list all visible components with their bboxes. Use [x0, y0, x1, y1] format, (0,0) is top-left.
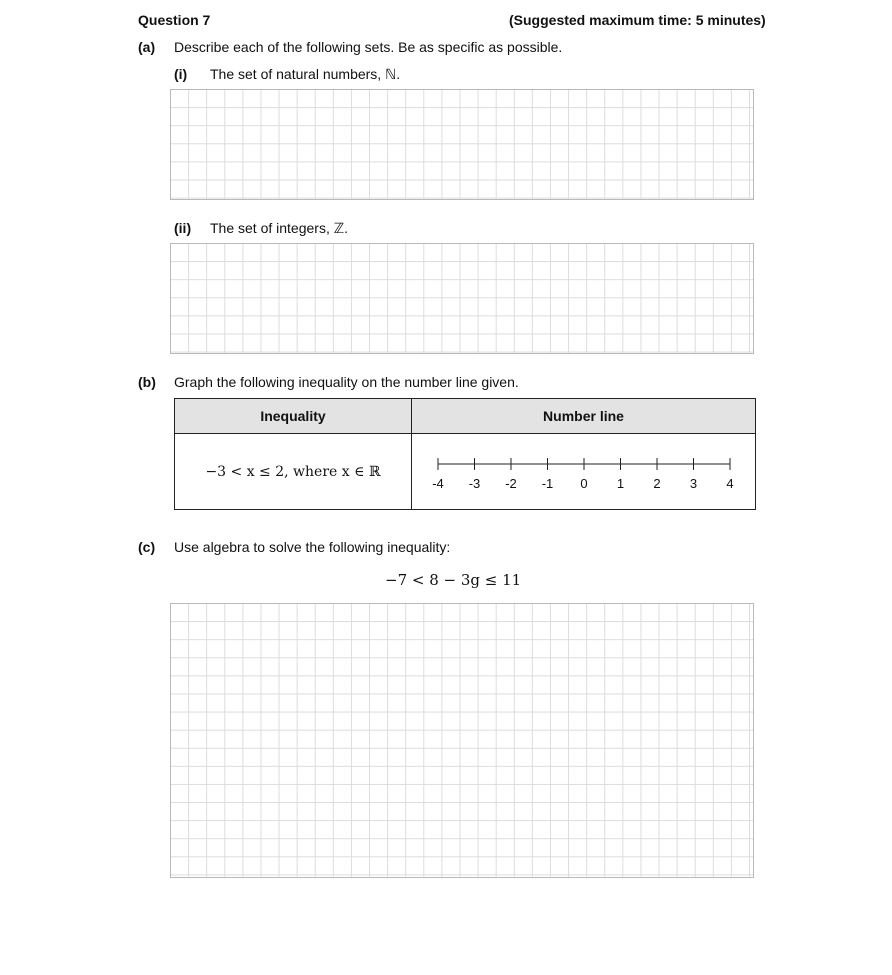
part-a-i-text: The set of natural numbers, ℕ.: [210, 66, 401, 82]
inequality-header: Inequality: [175, 399, 412, 434]
number-line-tick-label: 3: [689, 476, 698, 491]
number-line-cell[interactable]: [412, 434, 756, 510]
part-c-text: Use algebra to solve the following inequality:: [174, 539, 451, 555]
question-title: Question 7: [138, 12, 211, 28]
number-line-tick-label: 0: [580, 476, 588, 491]
part-c-inequality: −7 < 8 − 3g ≤ 11: [385, 571, 522, 589]
table-header-row: [175, 399, 756, 434]
inequality-cell: [175, 434, 412, 510]
part-a-text: Describe each of the following sets. Be as specific as possible.: [174, 39, 563, 55]
inequality-table: [174, 398, 756, 510]
part-b-text: Graph the following inequality on the number line given.: [174, 374, 519, 390]
part-a-label: (a): [138, 39, 156, 55]
number-line-tick-label: -2: [505, 476, 517, 491]
part-a-ii-label: (ii): [174, 220, 192, 236]
part-a-i-label: (i): [174, 66, 188, 82]
number-line-tick-label: 1: [616, 476, 625, 491]
number-line-tick-label: -1: [541, 476, 554, 491]
number-line-tick-label: 2: [653, 476, 661, 491]
number-line-header: Number line: [412, 399, 756, 434]
time-note: (Suggested maximum time: 5 minutes): [509, 12, 766, 28]
answer-grid-c[interactable]: [170, 603, 754, 878]
part-c-label: (c): [138, 539, 156, 555]
number-line[interactable]: [412, 434, 756, 509]
answer-grid-a-ii[interactable]: [170, 243, 754, 354]
number-line-tick-label: -4: [432, 476, 444, 491]
answer-grid-a-i[interactable]: [170, 89, 754, 200]
inequality-expression: −3 < x ≤ 2, where x ∈ ℝ: [205, 464, 381, 480]
table-row: [175, 434, 756, 510]
part-b-label: (b): [138, 374, 156, 390]
part-a-ii-text: The set of integers, ℤ.: [210, 220, 349, 236]
number-line-tick-label: 4: [726, 476, 734, 491]
number-line-tick-label: -3: [468, 476, 481, 491]
